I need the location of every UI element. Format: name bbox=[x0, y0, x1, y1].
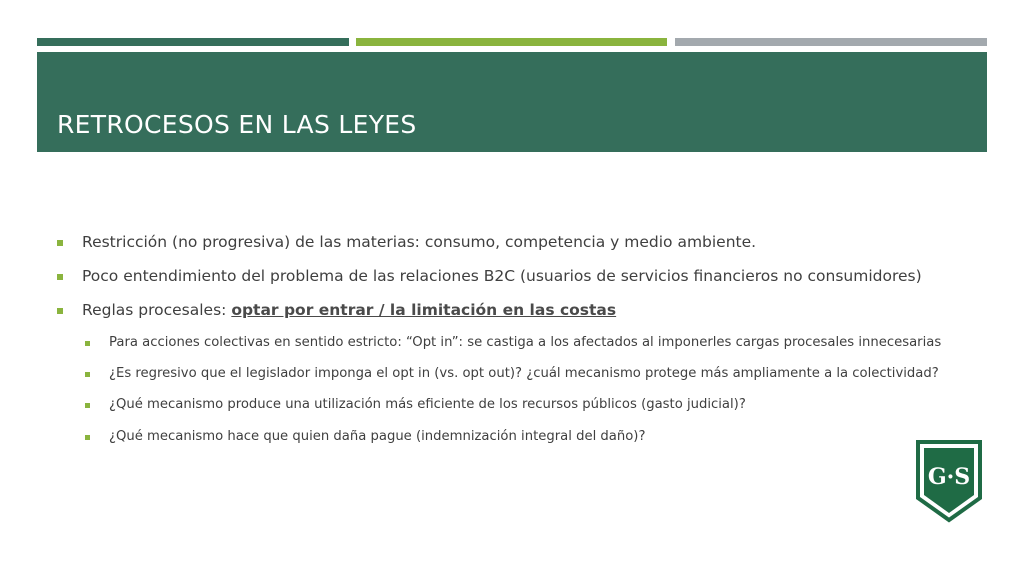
bullet-item-1 bbox=[82, 233, 756, 251]
subbullet-item-2 bbox=[109, 366, 939, 381]
bullet-text: Poco entendimiento del problema de las relaciones B2C (usuarios de servicios financieros no consumidores) bbox=[82, 267, 922, 285]
subbullet-item-3 bbox=[109, 397, 746, 412]
subbullet-text: Para acciones colectivas en sentido estricto: “Opt in”: se castiga a los afectados al imponerles cargas procesales innecesarias bbox=[109, 335, 942, 350]
bullet-square-icon bbox=[57, 308, 63, 314]
subbullet-square-icon bbox=[85, 435, 90, 440]
subbullet-square-icon bbox=[85, 372, 90, 377]
bullet-text: Restricción (no progresiva) de las materias: consumo, competencia y medio ambiente. bbox=[82, 233, 757, 251]
subbullet-square-icon bbox=[85, 341, 90, 346]
bullet-square-icon bbox=[57, 274, 63, 280]
bullet-item-2 bbox=[82, 267, 922, 285]
shield-logo-icon bbox=[914, 438, 984, 524]
subbullet-item-4 bbox=[109, 429, 645, 444]
bullet-text-emphasis: optar por entrar / la limitación en las costas bbox=[231, 301, 617, 319]
bullet-item-3 bbox=[82, 301, 616, 319]
slide-title: RETROCESOS EN LAS LEYES bbox=[57, 110, 417, 139]
bullet-square-icon bbox=[57, 240, 63, 246]
subbullet-square-icon bbox=[85, 403, 90, 408]
logo-text: G·S bbox=[927, 464, 971, 490]
subbullet-text: ¿Qué mecanismo hace que quien daña pague (indemnización integral del daño)? bbox=[109, 429, 646, 444]
subbullet-text: ¿Es regresivo que el legislador imponga el opt in (vs. opt out)? ¿cuál mecanismo protege más ampliamente a la colectividad? bbox=[109, 366, 939, 381]
subbullet-text: ¿Qué mecanismo produce una utilización más eficiente de los recursos públicos (gasto judicial)? bbox=[109, 397, 746, 412]
bullet-text-prefix: Reglas procesales: bbox=[82, 301, 232, 319]
subbullet-item-1 bbox=[109, 335, 941, 350]
